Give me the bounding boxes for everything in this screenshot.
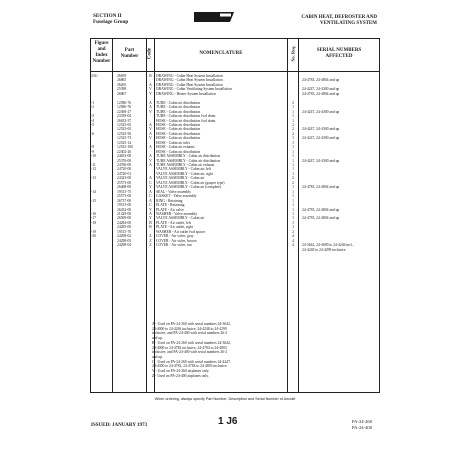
figure-index-cell: -10 — [91, 154, 96, 159]
figure-index-cell: -2 — [91, 105, 95, 110]
nomenclature-cell: HOSE - Cabin air distribution — [156, 136, 201, 141]
serial-numbers-cell: 24-4783, 24-4804 and up — [302, 91, 340, 96]
code-cell: V — [149, 109, 152, 114]
figure-index-cell: -12 — [91, 167, 96, 172]
quantity-cell: 1 — [292, 207, 294, 212]
nomenclature-cell: COVER - Air valve, tan — [156, 243, 192, 248]
serial-numbers-cell: 24-4247, 24-4300 and up — [302, 158, 340, 163]
nomenclature-cell: VALVE ASSEMBLY - Cabin air (gasper type) — [156, 180, 225, 185]
part-number-cell: 26737-00 — [117, 198, 132, 203]
code-cell: Y — [149, 207, 152, 212]
serial-numbers-cell: 24-4783, 24-4804 and up — [302, 216, 340, 221]
quantity-cell: 1 — [292, 211, 294, 216]
part-number-cell: 26867 — [117, 91, 127, 96]
code-cell: A — [149, 100, 152, 105]
nomenclature-cell: DRAWING - Cabin Heat System Installation — [156, 78, 223, 83]
part-number-cell: 24766-00 — [117, 163, 132, 167]
nomenclature-cell: WASHER - Air outlet fwd spacer — [156, 229, 206, 234]
nomenclature-cell: WASHER - Valve assembly — [156, 211, 198, 216]
figure-index-cell: -1 — [91, 100, 95, 105]
serial-numbers-cell: 24-4248 to 24-4299 inclusive — [302, 247, 346, 252]
quantity-cell: 1 — [292, 216, 294, 221]
code-cell: B — [149, 74, 152, 78]
part-number-cell: 22369-27 — [117, 109, 132, 114]
figure-index-cell: -18 — [91, 220, 96, 225]
serial-numbers-cell: 24-4247, 24-4300 and up — [302, 127, 340, 132]
serial-numbers-header: SERIAL NUMBERS AFFECTED — [316, 48, 362, 59]
part-number-cell: 26865 — [117, 78, 127, 83]
quantity-cell: 1 — [292, 198, 294, 203]
part-number-cell: 24298-03 — [117, 238, 132, 243]
code-cell: V — [149, 136, 152, 141]
serial-numbers-cell: 24-4247, 24-4300 and up — [302, 109, 340, 114]
quantity-header: No. Req. — [290, 45, 296, 62]
quantity-cell: 2 — [292, 100, 294, 105]
quantity-cell: 4 — [292, 238, 294, 243]
note-line: V - Used on PA-24-260 airplanes only. — [152, 369, 210, 374]
figure-index-cell: -19 — [91, 229, 96, 234]
nomenclature-cell: TUBE ASSEMBLY - Cabin air distribution — [156, 158, 221, 163]
part-number-cell: 12525-56 — [117, 131, 132, 136]
quantity-cell: 1 — [292, 203, 294, 208]
note-line: C - Used on PA-24-260 with serial numbers 24-4247, — [152, 359, 231, 364]
quantity-cell: 2 — [292, 229, 294, 234]
part-number-cell: 24298-04 — [117, 243, 132, 248]
nomenclature-cell: HOSE - Cabin air inlet — [156, 140, 190, 145]
nomenclature-cell: VALVE ASSEMBLY - Cabin air, right — [156, 171, 213, 176]
nomenclature-cell: HOSE - Cabin air distribution — [156, 149, 201, 154]
part-number-cell: 25573-00 — [117, 194, 132, 199]
quantity-cell: 1 — [292, 189, 294, 194]
figure-index-cell: -17 — [91, 216, 96, 221]
nomenclature-cell: PLATE - Air valve — [156, 207, 184, 212]
code-cell: A — [149, 122, 152, 127]
quantity-cell: 1 — [292, 167, 294, 172]
quantity-cell: 1 — [292, 185, 294, 190]
serial-numbers-cell: 24-4783, 24-4804 and up — [302, 185, 340, 190]
figure-index-cell: -16 — [91, 211, 96, 216]
table-row — [90, 248, 380, 252]
part-number-cell: 22302-26 — [117, 149, 132, 154]
quantity-cell: 1 — [292, 149, 294, 154]
issue-date: ISSUED: JANUARY 1973 — [91, 423, 148, 428]
figure-index-cell: -20 — [91, 234, 96, 239]
note-line: and up. — [152, 336, 163, 341]
code-cell: C — [149, 194, 152, 199]
code-cell: A — [149, 198, 152, 203]
nomenclature-cell: TUBE ASSEMBLY - Cabin air distribution — [156, 154, 221, 159]
part-number-cell: 26659 — [117, 74, 127, 78]
nomenclature-cell: GASKET - Valve assembly — [156, 194, 197, 199]
system-title-line1: CABIN HEAT, DEFROSTER AND — [301, 15, 377, 20]
nomenclature-cell: SEAL - Valve assembly — [156, 189, 192, 194]
figure-index-cell: -15 — [91, 198, 96, 203]
part-number-cell: 21429-00 — [117, 211, 132, 216]
figure-index-cell: -4 — [91, 118, 95, 123]
code-cell: A — [149, 145, 152, 150]
code-cell: A — [149, 131, 152, 136]
quantity-cell: 1 — [292, 158, 294, 163]
nomenclature-cell: HOSE - Cabin air distribution — [156, 122, 201, 127]
figure-index-cell: -13 — [91, 176, 96, 181]
note-line: and up. — [152, 354, 163, 359]
figure-index-cell: -6 — [91, 131, 95, 136]
quantity-cell: 4 — [292, 243, 294, 248]
quantity-cell: 1 — [292, 114, 294, 119]
nomenclature-cell: TUBE - Cabin air distribution fwd drain — [156, 114, 216, 119]
note-line: Z - Used on PA-24-400 airplanes only. — [152, 373, 209, 378]
part-number-cell: 25376-00 — [117, 158, 132, 163]
part-number-cell: 23339-04 — [117, 114, 132, 119]
part-number-cell: 24298-02 — [117, 234, 132, 239]
quantity-cell: 1 — [292, 163, 294, 167]
serial-numbers-cell: 24-4783, 24-4804 and up — [302, 78, 340, 83]
section-header — [93, 13, 128, 25]
system-title-line2: VENTILATING SYSTEM — [319, 21, 377, 27]
nomenclature-cell: COVER - Air valve, brown — [156, 238, 197, 243]
serial-numbers-cell: 24-3642, 24-4000 to 24-4246 incl., — [302, 243, 354, 248]
figure-index-cell: -11 — [91, 163, 96, 167]
piper-logo — [194, 11, 234, 23]
quantity-cell: 1 — [292, 225, 294, 230]
serial-numbers-cell: 24-4247, 24-4300 and up — [302, 87, 340, 92]
code-cell: A — [149, 82, 152, 87]
part-number-cell: 24285-00 — [117, 225, 132, 230]
nomenclature-cell: VALVE ASSEMBLY - Cabin air, left — [156, 167, 211, 172]
figure-index-cell: -9 — [91, 149, 95, 154]
code-cell: A — [149, 105, 152, 110]
nomenclature-cell: DRAWING - Cabin Heat System Installation — [156, 74, 223, 78]
part-number-cell: 26468-00 — [117, 185, 132, 190]
code-header: Code — [147, 47, 153, 60]
part-number-cell: 26432-00 — [117, 207, 132, 212]
page-number: 1 J6 — [218, 416, 238, 427]
nomenclature-cell: COVER - Air valve, gray — [156, 234, 194, 239]
part-number-cell: 26569-00 — [117, 216, 132, 221]
nomenclature-cell: TUBE - Cabin air distribution — [156, 100, 201, 105]
part-number-cell: 12525-14 — [117, 140, 132, 145]
quantity-cell: 2 — [292, 176, 294, 181]
quantity-cell: 1 — [292, 145, 294, 150]
note-line: 24-4300 to 24-4782, 24-4784 to 24-4803 inclusive. — [152, 364, 228, 369]
code-cell: C — [149, 203, 152, 208]
figure-index-cell: -3 — [91, 114, 95, 119]
quantity-cell: 1 — [292, 140, 294, 145]
figure-index-cell: 23C- — [91, 74, 99, 78]
code-cell: A — [149, 176, 152, 181]
part-number-cell: 19513-75 — [117, 189, 132, 194]
nomenclature-cell: PLATE - Air outlet, right — [156, 225, 193, 230]
nomenclature-cell: VALVE ASSEMBLY - Cabin air — [156, 176, 205, 181]
code-cell: V — [149, 87, 152, 92]
model-designation — [352, 419, 372, 431]
part-number-cell: 25398 — [117, 87, 127, 92]
parts-table — [90, 38, 380, 393]
ordering-note: When ordering, always specify Part Number, Description and Serial Number of Aircraft — [154, 397, 296, 401]
code-cell: B — [149, 225, 152, 230]
code-cell: C — [149, 180, 152, 185]
code-cell: A — [149, 163, 152, 167]
note-line: 24-4000 to 24-4782 inclusive, 24-4784 to 24-4803 — [152, 345, 227, 350]
nomenclature-header: NOMENCLATURE — [199, 51, 243, 56]
nomenclature-cell: TUBE ASSEMBLY - Cabin air exhaust — [156, 163, 215, 167]
serial-numbers-cell: 24-4247, 24-4300 and up — [302, 136, 340, 141]
group-label: Fuselage Group — [93, 19, 129, 26]
nomenclature-cell: TUBE - Cabin air distribution — [156, 109, 201, 114]
figure-index-cell: -5 — [91, 122, 95, 127]
code-cell: A — [149, 154, 152, 159]
quantity-cell: 1 — [292, 105, 294, 110]
figure-index-header: Figure and Index Number — [92, 41, 111, 64]
section-label: SECTION II — [93, 13, 122, 19]
quantity-cell: 1 — [292, 136, 294, 141]
part-number-cell: 24323-00 — [117, 176, 132, 181]
part-number-cell: 12525-100 — [117, 145, 133, 150]
code-cell: A — [149, 211, 152, 216]
quantity-cell: 1 — [292, 194, 294, 199]
quantity-cell: 1 — [292, 220, 294, 225]
code-cell: Y — [149, 91, 152, 96]
quantity-cell: 4 — [292, 234, 294, 239]
nomenclature-cell: DRAWING - Cabin Ventilating System Installation — [156, 87, 232, 92]
figure-index-cell: -14 — [91, 189, 96, 194]
nomenclature-cell: HOSE - Cabin air distribution — [156, 131, 201, 136]
part-number-header: Part Number — [120, 48, 139, 59]
part-number-cell: 12586-76 — [117, 105, 132, 110]
model-line: PA-24-260 — [352, 419, 372, 424]
code-cell: Z — [149, 243, 152, 248]
quantity-cell: 1 — [292, 109, 294, 114]
quantity-cell: 1 — [292, 171, 294, 176]
applicability-notes — [152, 322, 231, 378]
code-cell: V — [149, 158, 152, 163]
nomenclature-cell: RING - Retaining — [156, 198, 183, 203]
nomenclature-cell: DRAWING - Heater System Installation — [156, 91, 216, 96]
part-number-cell: 26633-37 — [117, 118, 132, 123]
quantity-cell: 2 — [292, 180, 294, 185]
code-cell: Z — [149, 234, 152, 239]
code-cell: Y — [149, 185, 152, 190]
nomenclature-cell: VALVE ASSEMBLY - Cabin air (complete) — [156, 185, 222, 190]
quantity-cell: 1 — [292, 154, 294, 159]
part-number-cell: 12525-65 — [117, 127, 132, 132]
nomenclature-cell: VALVE ASSEMBLY - Cabin air — [156, 216, 205, 221]
nomenclature-cell: HOSE - Cabin air distribution — [156, 127, 201, 132]
figure-index-cell: -8 — [91, 145, 95, 150]
part-number-cell: 24720-00 — [117, 167, 132, 172]
quantity-cell: 2 — [292, 127, 294, 132]
note-line: inclusive, and PA-24-400 with serial numbers 26-2 — [152, 331, 228, 336]
part-number-cell: 25573-00 — [117, 180, 132, 185]
part-number-cell: 12525-73 — [117, 136, 132, 141]
part-number-cell: 12586-76 — [117, 100, 132, 105]
part-number-cell: 24633-00 — [117, 154, 132, 159]
quantity-cell: 1 — [292, 118, 294, 123]
serial-numbers-cell: 24-4783, 24-4804 and up — [302, 207, 340, 212]
nomenclature-cell: HOSE - Cabin air exhaust — [156, 145, 195, 150]
nomenclature-cell: DRAWING - Cabin Heat System Installation — [156, 82, 223, 87]
quantity-cell: 2 — [292, 131, 294, 136]
quantity-cell: 2 — [292, 122, 294, 127]
part-number-cell: 19515-70 — [117, 229, 132, 234]
code-cell: Z — [149, 238, 152, 243]
note-line: A - Used on PA-24-260 with serial numbers 24-3642, — [152, 322, 231, 326]
code-cell: Y — [149, 216, 152, 221]
part-number-cell: 19513-00 — [117, 203, 132, 208]
note-line: 24-4000 to 24-4246 inclusive, 24-4248 to 24-4299 — [152, 326, 227, 331]
code-cell: A — [149, 189, 152, 194]
part-number-cell: 24284-00 — [117, 220, 132, 225]
nomenclature-cell: PLATE - Retaining — [156, 203, 185, 208]
code-cell: V — [149, 127, 152, 132]
model-line: PA-24-400 — [352, 425, 372, 430]
code-cell: B — [149, 220, 152, 225]
part-number-cell: 36265 — [117, 82, 127, 87]
nomenclature-cell: HOSE - Cabin air distribution fwd drain — [156, 118, 216, 123]
system-title — [301, 15, 377, 28]
nomenclature-cell: TUBE - Cabin air distribution — [156, 105, 201, 110]
part-number-cell: 24720-01 — [117, 171, 132, 176]
nomenclature-cell: PLATE - Air outlet, left — [156, 220, 191, 225]
part-number-cell: 12525-65 — [117, 122, 132, 127]
note-line: B - Used on PA-24-260 with serial numbers 24-3642, — [152, 340, 231, 345]
note-line: inclusive, and PA-24-400 with serial numbers 26-2 — [152, 350, 228, 355]
